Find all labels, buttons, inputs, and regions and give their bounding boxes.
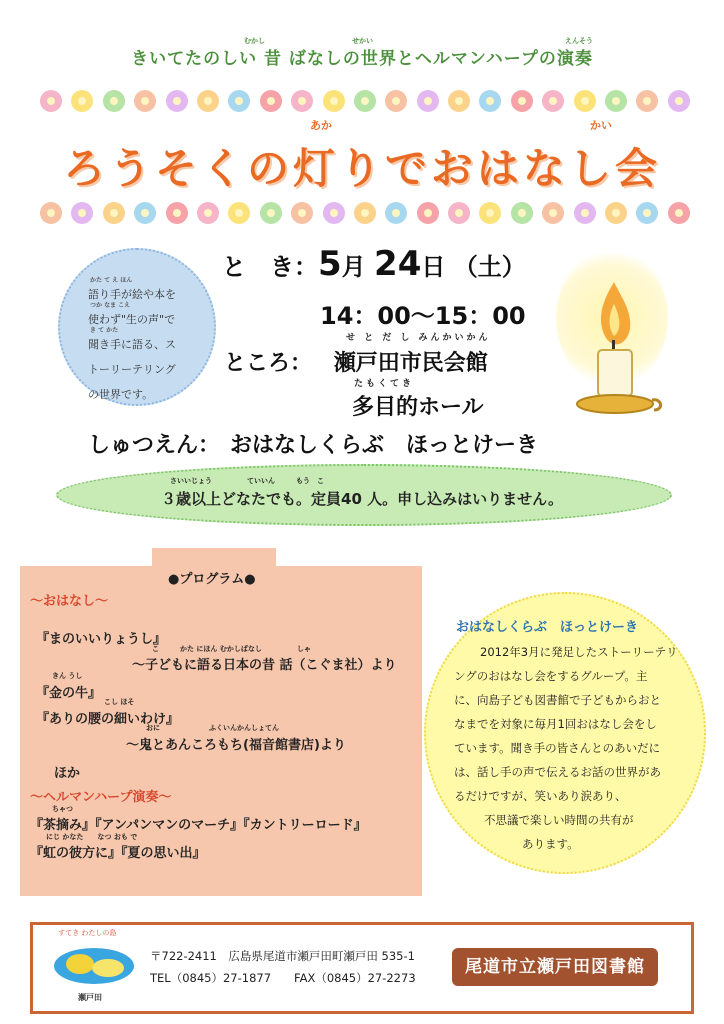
candle-icon	[566, 262, 666, 422]
intro-line-5: の世界です。	[88, 388, 154, 401]
program-item-3: 『金の牛』	[36, 686, 102, 701]
intro-line-3: 聞き手に語る、ス	[88, 338, 176, 351]
flower-icon	[542, 90, 564, 112]
flower-icon	[354, 202, 376, 224]
flower-icon	[605, 202, 627, 224]
program-heading: ●プログラム●	[168, 572, 256, 587]
program-item-2: ～子どもに語る日本の昔 話（こぐま社）より	[132, 658, 397, 673]
program-ruby-5: おに ふくいんかんしょてん	[146, 724, 279, 732]
logo-caption-top: すてき わたしの島	[58, 929, 117, 937]
program-ruby-2: こ かた にほん むかしばなし しゃ	[152, 645, 311, 653]
intro-ruby-3: き て かた	[90, 327, 119, 334]
song-line-1: 『茶摘み』『アンパンマンのマーチ』『カントリーロード』	[30, 818, 367, 833]
logo-caption-bottom: 瀬戸田	[78, 993, 102, 1002]
flower-icon	[385, 202, 407, 224]
date-month-unit: 月	[341, 253, 366, 281]
flower-icon	[511, 90, 533, 112]
event-title: ろうそくの灯りでおはなし会	[62, 144, 661, 193]
flower-icon	[134, 90, 156, 112]
flower-icon	[228, 202, 250, 224]
flower-icon	[103, 90, 125, 112]
footer-postal-address: 〒722-2411 広島県尾道市瀬戸田町瀬戸田 535-1	[150, 949, 415, 963]
intro-line-2: 使わず"生の声"で	[88, 313, 176, 326]
subtitle-ruby-ensou: えんそう	[565, 37, 593, 45]
flower-icon	[166, 90, 188, 112]
club-line-9: あります。	[522, 837, 579, 851]
flower-icon	[448, 90, 470, 112]
club-line-7: るだけですが、笑いあり涙あり、	[454, 789, 627, 803]
flower-icon	[40, 90, 62, 112]
flower-icon	[417, 202, 439, 224]
date-day: 24	[374, 244, 422, 284]
flower-icon	[323, 202, 345, 224]
title-ruby-aka: あか	[310, 119, 332, 132]
flower-icon	[291, 202, 313, 224]
intro-line-4: トーリーテリング	[88, 363, 176, 376]
intro-line-1: 語り手が絵や本を	[88, 288, 176, 301]
flower-icon	[574, 90, 596, 112]
title-ruby-kai: かい	[590, 119, 612, 132]
intro-ruby-1: かた て え ほん	[90, 277, 133, 284]
flower-icon	[354, 90, 376, 112]
flower-icon	[323, 90, 345, 112]
library-name-badge: 尾道市立瀬戸田図書館	[452, 948, 658, 986]
club-title: おはなしくらぶ ほっとけーき	[456, 620, 639, 635]
hall-ruby: たもくてき	[354, 379, 415, 389]
flower-icon	[574, 202, 596, 224]
flower-icon	[668, 90, 690, 112]
flower-row-top	[40, 88, 690, 114]
subtitle-ruby-sekai: せかい	[352, 37, 373, 45]
song-line-2: 『虹の彼方に』『夏の思い出』	[30, 846, 206, 861]
date-month: 5	[318, 244, 342, 284]
flower-icon	[385, 90, 407, 112]
club-line-8: 不思議で楽しい時間の共有が	[484, 813, 634, 827]
flower-icon	[260, 90, 282, 112]
place-hall: 多目的ホール	[352, 395, 484, 420]
flower-row-bottom	[40, 200, 690, 226]
flower-icon	[291, 90, 313, 112]
club-line-1: 2012年3月に発足したストーリーテリ	[480, 645, 678, 659]
ruby-mukashi: むかし	[244, 37, 265, 45]
club-line-6: は、話し手の声で伝えるお話の世界があ	[454, 765, 661, 779]
program-ruby-4: こし ほそ	[104, 698, 135, 706]
flower-icon	[636, 202, 658, 224]
date-day-unit: 日	[421, 253, 446, 281]
notice-text: ３歳以上どなたでも。定員40 人。申し込みはいりません。	[161, 490, 563, 508]
program-section-ohanashi: ～おはなし～	[30, 594, 109, 609]
flower-icon	[40, 202, 62, 224]
program-ruby-3: きん うし	[52, 672, 83, 680]
program-item-5: ～鬼とあんころもち(福音館書店)より	[126, 738, 346, 753]
flower-icon	[479, 202, 501, 224]
song-ruby-2: にじ かなた なつ おも で	[46, 833, 138, 841]
program-item-4: 『ありの腰の細いわけ』	[36, 712, 180, 727]
notice-ruby: さいいじょう ていいん もう こ	[170, 477, 324, 485]
place-label: ところ：	[224, 351, 313, 376]
flower-icon	[103, 202, 125, 224]
flower-icon	[479, 90, 501, 112]
intro-text	[88, 282, 210, 407]
event-subtitle: きいてたのしい 昔 ばなしの世界とヘルマンハープの演奏	[131, 49, 593, 69]
flower-icon	[260, 202, 282, 224]
performer-label: しゅつえん：	[88, 433, 221, 458]
date-weekday: （土）	[453, 253, 526, 281]
program-item-6: ほか	[54, 766, 81, 781]
program-section-harp: ～ヘルマンハープ演奏～	[30, 790, 172, 805]
club-text	[454, 640, 700, 856]
event-time: 14：00～15：00	[320, 302, 526, 330]
flower-icon	[417, 90, 439, 112]
flower-icon	[197, 202, 219, 224]
flower-icon	[228, 90, 250, 112]
club-line-5: ています。聞き手の皆さんとのあいだに	[454, 741, 661, 755]
club-line-4: なまでを対象に毎月1回おはなし会をし	[454, 717, 657, 731]
flower-icon	[71, 90, 93, 112]
flower-icon	[636, 90, 658, 112]
flower-icon	[166, 202, 188, 224]
date-row	[222, 244, 526, 284]
club-line-2: ングのおはなし会をするグループ。主	[454, 669, 648, 683]
flower-icon	[134, 202, 156, 224]
place-ruby: せ と だ し みんかいかん	[346, 333, 491, 343]
intro-ruby-2: つか なま こえ	[90, 302, 131, 309]
performer-name: おはなしくらぶ ほっとけーき	[230, 433, 539, 458]
place-name: 瀬戸田市民会館	[333, 351, 488, 376]
footer-phone-fax: TEL（0845）27-1877 FAX（0845）27-2273	[150, 971, 416, 985]
performer-row	[88, 428, 538, 459]
flower-icon	[448, 202, 470, 224]
flower-icon	[71, 202, 93, 224]
song-ruby-1: ちゃつ	[52, 805, 73, 813]
flower-icon	[605, 90, 627, 112]
date-label: と き：	[222, 253, 318, 281]
place-row	[224, 346, 488, 377]
club-line-3: に、向島子ども図書館で子どもからおと	[454, 693, 661, 707]
flower-icon	[511, 202, 533, 224]
island-logo-icon	[52, 942, 136, 988]
flower-icon	[542, 202, 564, 224]
flower-icon	[668, 202, 690, 224]
flower-icon	[197, 90, 219, 112]
program-item-1: 『まのいいりょうし』	[36, 632, 167, 647]
